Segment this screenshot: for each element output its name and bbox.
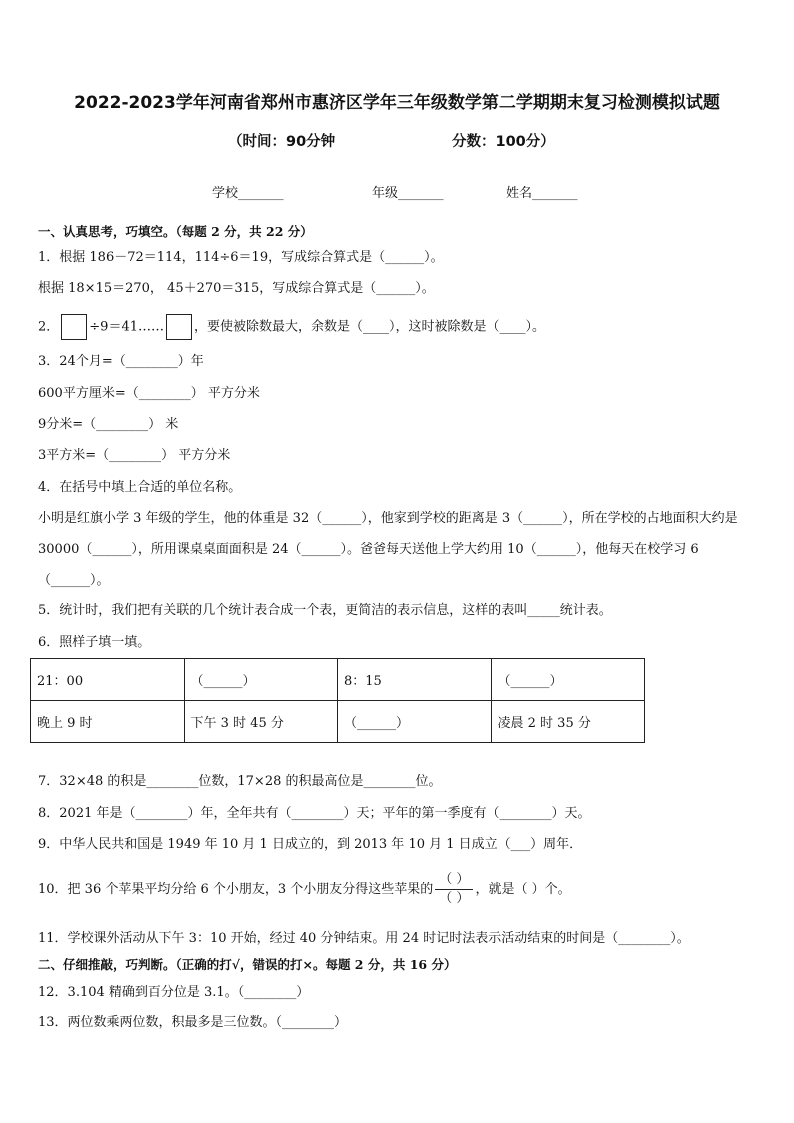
table-cell: 凌晨 2 时 35 分	[491, 701, 645, 743]
question-2-mid: ÷9＝41……	[89, 319, 164, 335]
fraction-blank	[435, 871, 473, 908]
table-cell: （______）	[338, 701, 492, 743]
question-10	[38, 868, 571, 912]
exam-time: （时间：90分钟	[228, 134, 336, 150]
question-1a: 1．根据 186－72＝114，114÷6＝19，写成综合算式是（______）。	[38, 250, 444, 265]
table-cell: （______）	[184, 659, 338, 701]
question-7: 7．32×48 的积是________位数，17×28 的积最高位是________位。	[38, 774, 442, 789]
question-3b: 600平方厘米=（________） 平方分米	[38, 386, 260, 401]
name-field: 姓名_______	[506, 186, 578, 201]
table-cell: （______）	[491, 659, 645, 701]
remainder-blank-box	[166, 314, 192, 340]
table-cell: 晚上 9 时	[31, 701, 185, 743]
dividend-blank-box	[61, 314, 87, 340]
question-3c: 9分米=（________） 米	[38, 417, 179, 432]
question-11: 11．学校课外活动从下午 3：10 开始，经过 40 分钟结束。用 24 时记时法表示活动结束的时间是（________）。	[38, 931, 690, 946]
question-12: 12．3.104 精确到百分位是 3.1。（________）	[38, 985, 310, 1000]
fraction-denominator: （ ）	[439, 891, 470, 906]
table-row	[31, 701, 645, 743]
section-1-heading: 一、认真思考，巧填空。（每题 2 分，共 22 分）	[38, 224, 313, 239]
question-2-prefix: 2．	[38, 319, 60, 335]
table-cell: 下午 3 时 45 分	[184, 701, 338, 743]
page-title: 2022-2023学年河南省郑州市惠济区学年三年级数学第二学期期末复习检测模拟试题	[74, 93, 720, 113]
section-2-heading: 二、仔细推敲，巧判断。（正确的打√，错误的打×。每题 2 分，共 16 分）	[38, 957, 457, 972]
question-8: 8．2021 年是（________）年，全年共有（________）天；平年的第一季度有（________）天。	[38, 806, 591, 821]
time-conversion-table	[30, 658, 645, 743]
question-1b: 根据 18×15＝270， 45＋270＝315，写成综合算式是（______）。	[38, 281, 435, 296]
question-9: 9．中华人民共和国是 1949 年 10 月 1 日成立的，到 2013 年 10 月 1 日成立（___）周年．	[38, 837, 583, 852]
question-2	[38, 314, 545, 341]
question-3a: 3．24个月=（________）年	[38, 354, 204, 369]
fraction-numerator: （ ）	[435, 871, 473, 890]
question-10-prefix: 10．把 36 个苹果平均分给 6 个小朋友，3 个小朋友分得这些苹果的	[38, 882, 434, 897]
question-13: 13．两位数乘两位数，积最多是三位数。（________）	[38, 1015, 348, 1030]
school-field: 学校_______	[212, 186, 284, 201]
question-4: 4．在括号中填上合适的单位名称。	[38, 480, 242, 495]
question-3d: 3平方米=（________） 平方分米	[38, 448, 231, 463]
table-cell: 21：00	[31, 659, 185, 701]
table-row	[31, 659, 645, 701]
exam-score: 分数：100分）	[452, 134, 555, 150]
question-10-suffix: ，就是（ ）个。	[475, 882, 571, 897]
question-5: 5．统计时，我们把有关联的几个统计表合成一个表，更简洁的表示信息，这样的表叫_____统计表。	[38, 603, 612, 618]
grade-field: 年级_______	[372, 186, 444, 201]
question-6: 6．照样子填一填。	[38, 635, 151, 650]
question-4-body: 小明是红旗小学 3 年级的学生，他的体重是 32（______），他家到学校的距离是 3（______），所在学校的占地面积大约是 30000（______），所用课桌桌面面积是 24（______）。爸爸每天送他上学大约用 10（______），他每天在校学习 6（______）。	[38, 511, 738, 588]
question-2-suffix: ，要使被除数最大，余数是（____），这时被除数是（____）。	[194, 319, 546, 335]
table-cell: 8：15	[338, 659, 492, 701]
